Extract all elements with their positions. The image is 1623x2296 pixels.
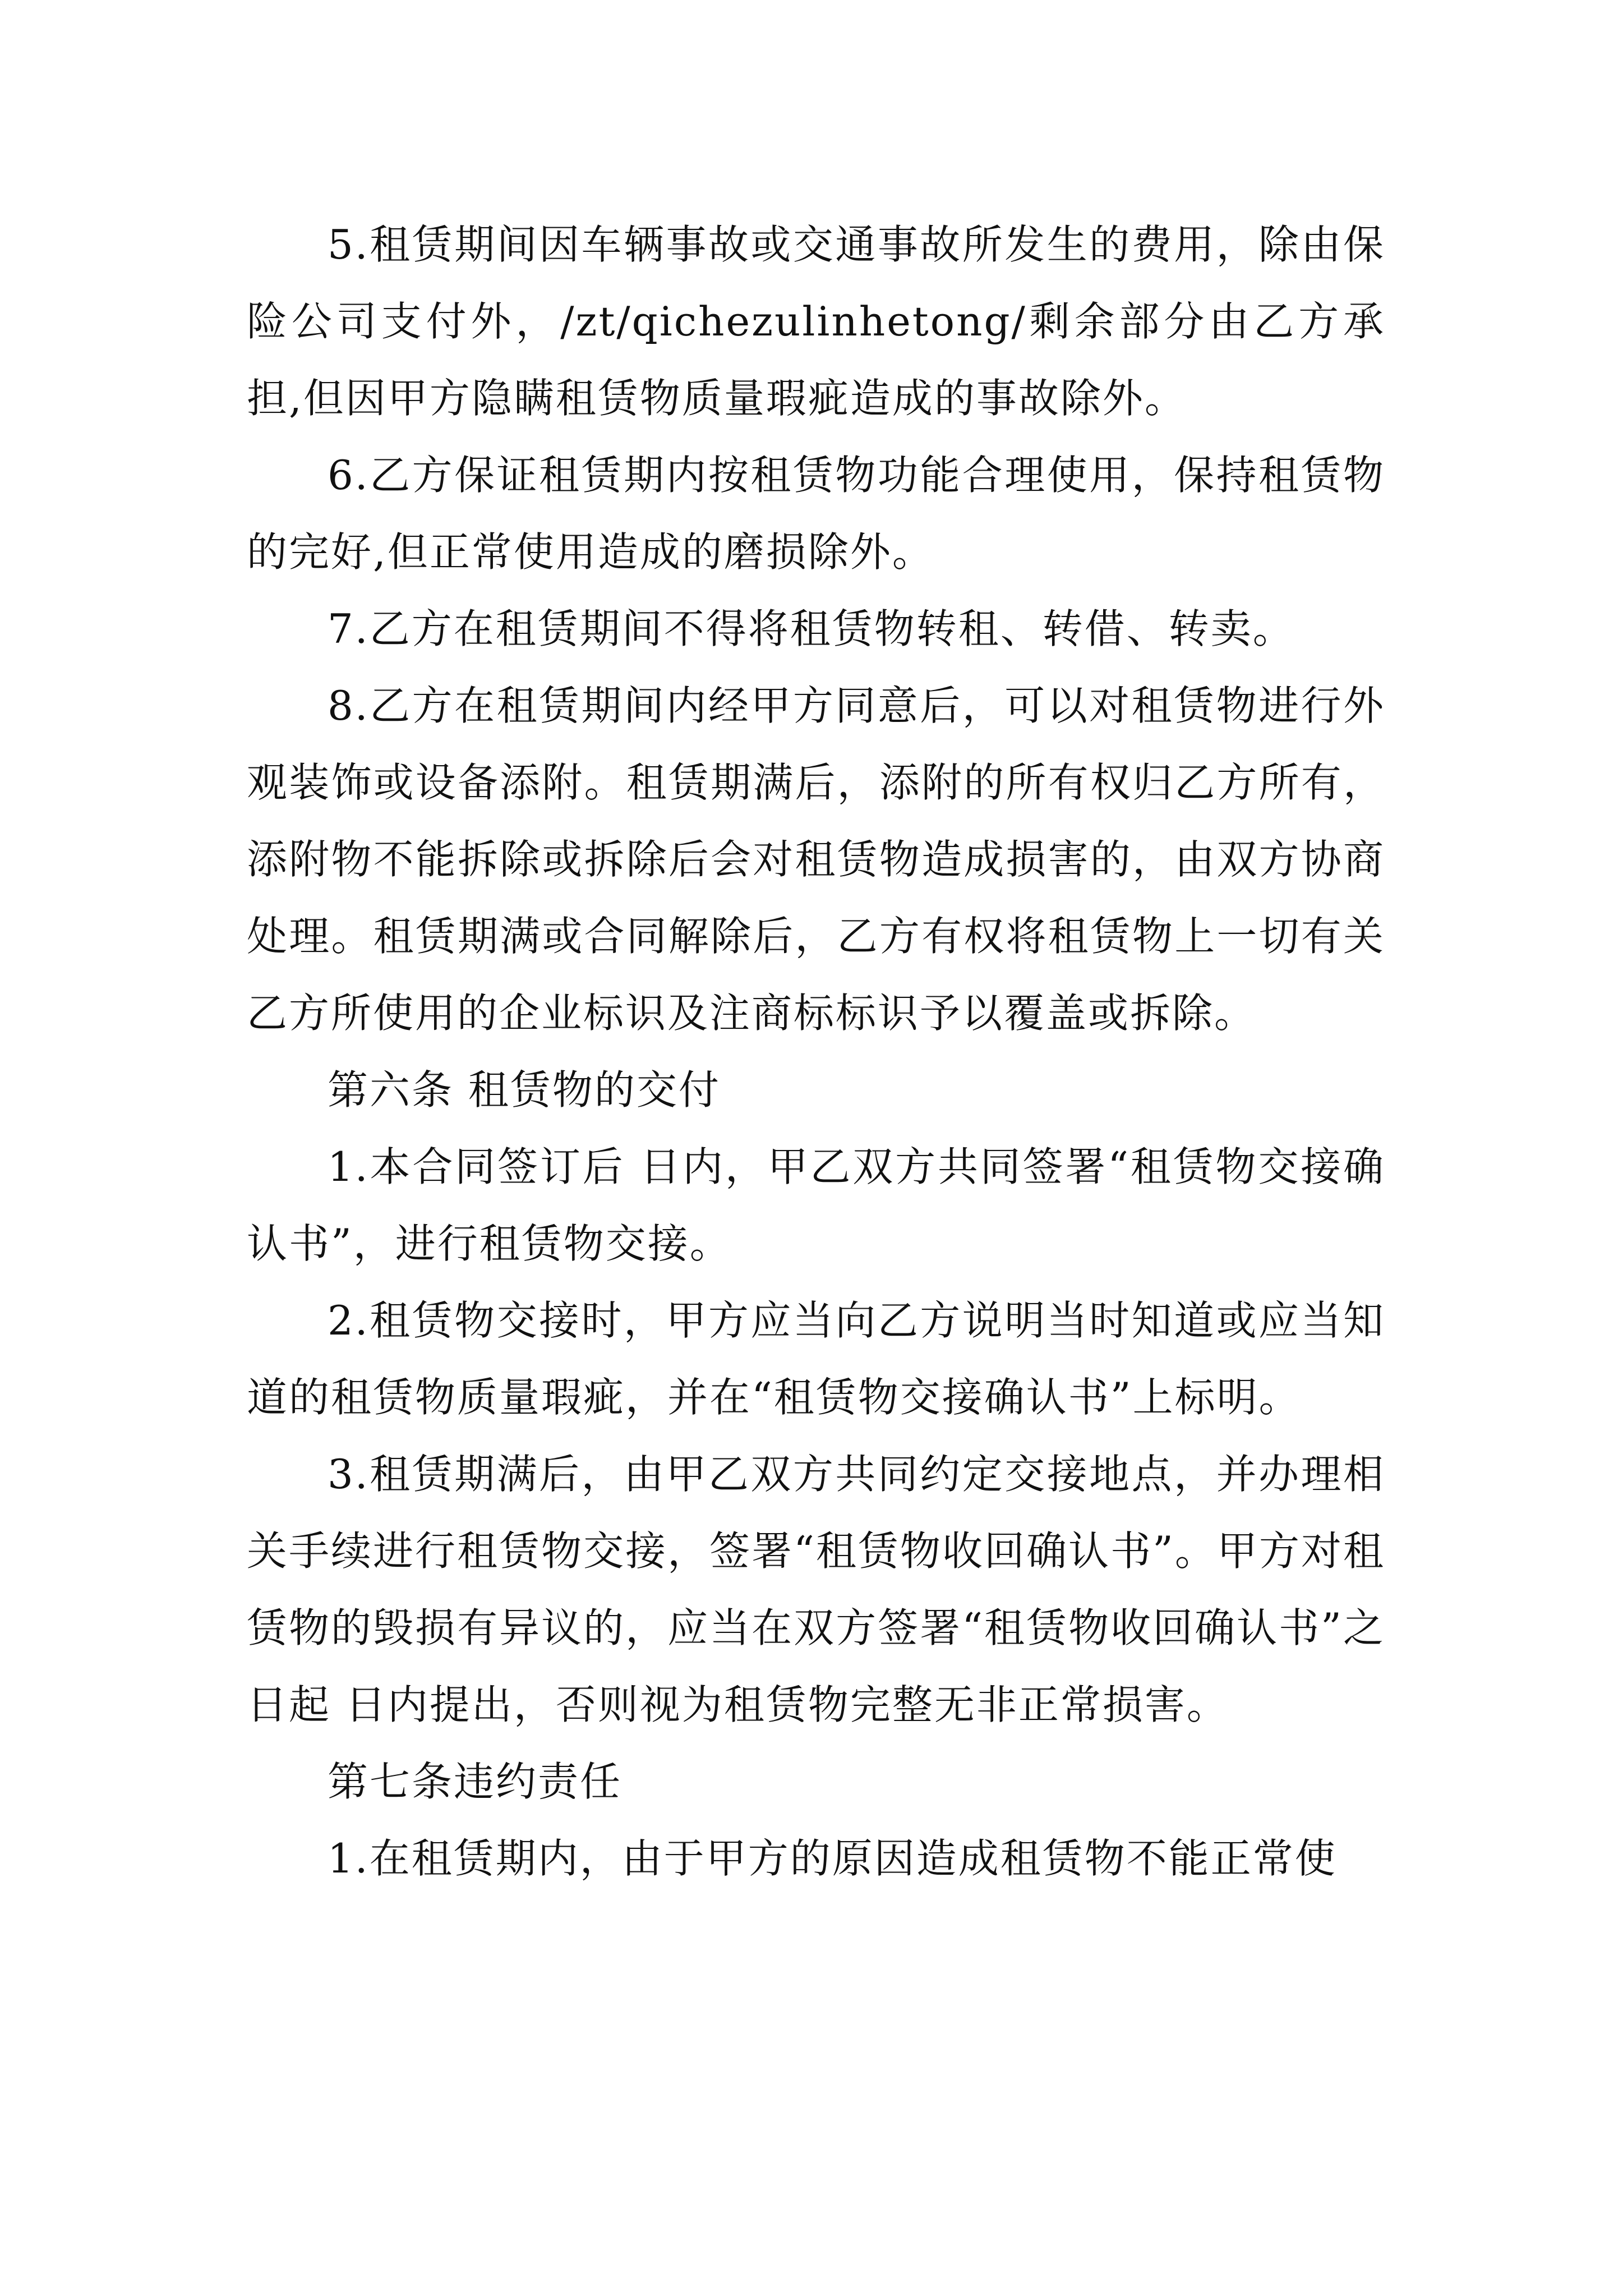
clause-8-decoration: 8.乙方在租赁期间内经甲方同意后，可以对租赁物进行外观装饰或设备添附。租赁期满后，添附的所有权归乙方所有，添附物不能拆除或拆除后会对租赁物造成损害的，由双方协商处理。租赁期满或合同解除后，乙方有权将租赁物上一切有关乙方所使用的企业标识及注商标标识予以覆盖或拆除。 bbox=[247, 682, 1385, 1037]
article-6-clause-1: 1.本合同签订后 日内，甲乙双方共同签署“租赁物交接确认书”，进行租赁物交接。 bbox=[247, 1143, 1385, 1267]
clause-6-proper-use: 6.乙方保证租赁期内按租赁物功能合理使用，保持租赁物的完好,但正常使用造成的磨损除外。 bbox=[247, 452, 1385, 576]
article-6-heading: 第六条 租赁物的交付 bbox=[328, 1066, 721, 1114]
article-7-heading: 第七条违约责任 bbox=[328, 1758, 623, 1805]
contract-text bbox=[247, 206, 1385, 1897]
article-6-clause-2: 2.租赁物交接时，甲方应当向乙方说明当时知道或应当知道的租赁物质量瑕疵，并在“租赁物交接确认书”上标明。 bbox=[247, 1297, 1385, 1421]
article-6-clause-3: 3.租赁期满后，由甲乙双方共同约定交接地点，并办理相关手续进行租赁物交接，签署“租赁物收回确认书”。甲方对租赁物的毁损有异议的，应当在双方签署“租赁物收回确认书”之日起 日内提出，否则视为租赁物完整无非正常损害。 bbox=[247, 1451, 1385, 1728]
clause-5-accident-costs: 5.租赁期间因车辆事故或交通事故所发生的费用，除由保险公司支付外，/zt/qichezulinhetong/剩余部分由乙方承担,但因甲方隐瞒租赁物质量瑕疵造成的事故除外。 bbox=[247, 221, 1385, 422]
clause-7-no-sublease: 7.乙方在租赁期间不得将租赁物转租、转借、转卖。 bbox=[328, 605, 1295, 652]
article-7-clause-1: 1.在租赁期内，由于甲方的原因造成租赁物不能正常使 bbox=[328, 1835, 1337, 1882]
